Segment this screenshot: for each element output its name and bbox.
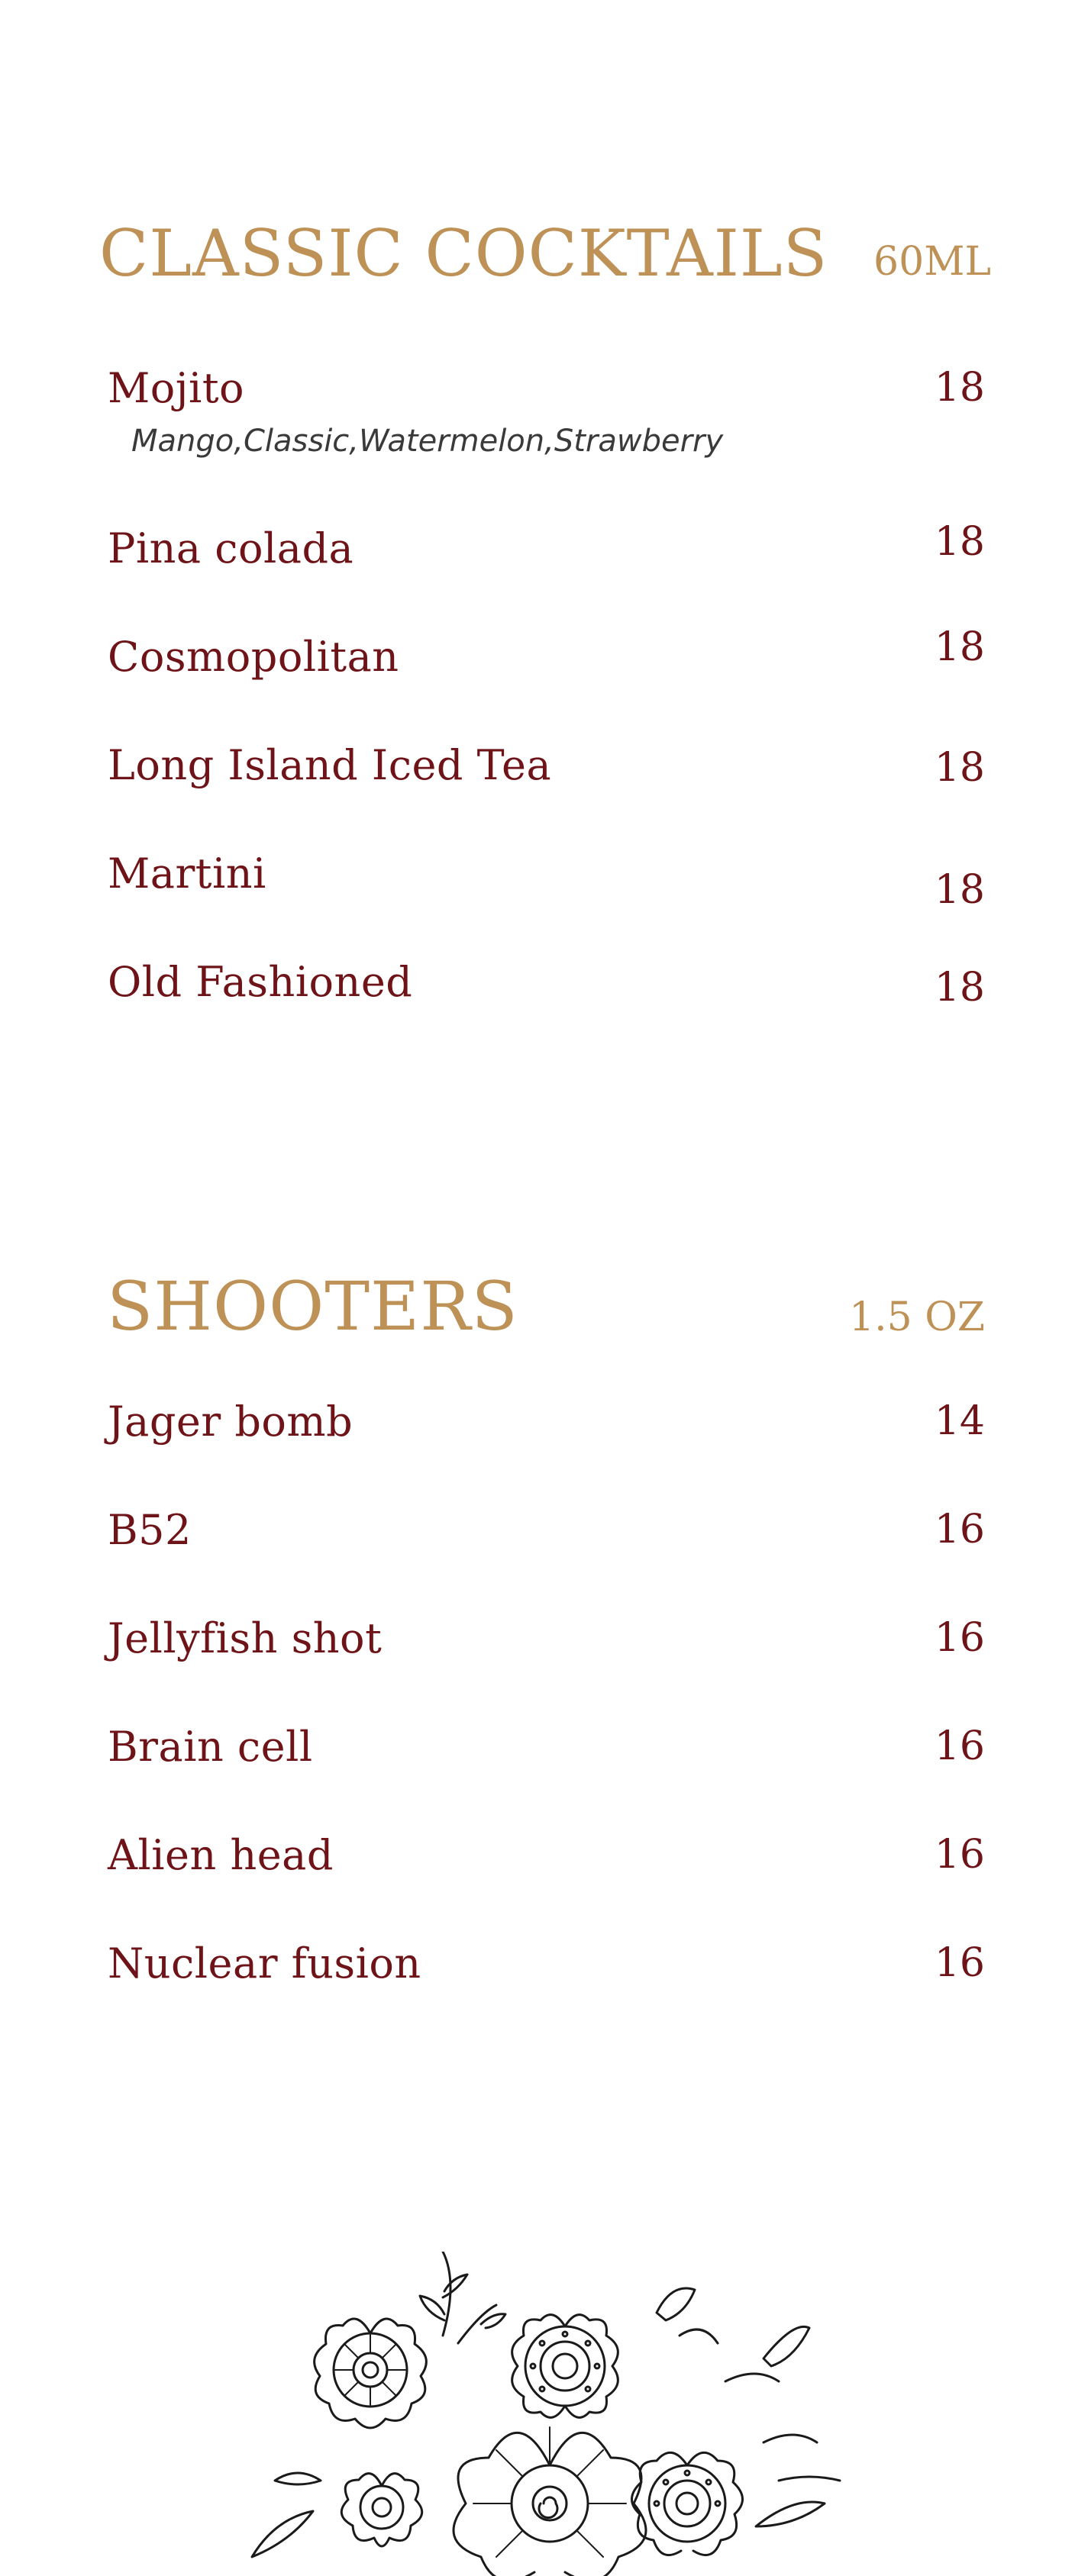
item-price: 18 <box>934 867 985 913</box>
item-name: Mojito <box>108 364 245 412</box>
item-price: 16 <box>934 1723 985 1769</box>
item-price: 18 <box>934 624 985 670</box>
item-name: Nuclear fusion <box>108 1939 421 1988</box>
item-price: 18 <box>934 365 985 411</box>
item-name: B52 <box>108 1506 192 1554</box>
flower-bottom-right <box>631 2452 742 2555</box>
flower-bottom-left <box>341 2474 421 2546</box>
flower-center-top <box>512 2315 618 2418</box>
cocktails-title: CLASSIC COCKTAILS <box>99 216 828 291</box>
item-price: 16 <box>934 1832 985 1878</box>
item-name: Martini <box>108 850 266 898</box>
flower-top-left <box>315 2319 427 2428</box>
item-name: Alien head <box>108 1831 334 1879</box>
shooters-title: SHOOTERS <box>107 1267 518 1346</box>
item-price: 18 <box>934 745 985 791</box>
item-description: Mango,Classic,Watermelon,Strawberry <box>131 424 724 459</box>
item-name: Brain cell <box>108 1723 313 1771</box>
floral-mandala-illustration-icon <box>229 2252 863 2576</box>
item-name: Long Island Iced Tea <box>108 741 552 789</box>
flower-main <box>454 2427 646 2576</box>
item-name: Jellyfish shot <box>108 1614 383 1662</box>
item-name: Cosmopolitan <box>108 633 399 681</box>
item-price: 16 <box>934 1507 985 1552</box>
item-name: Pina colada <box>108 524 354 572</box>
shooters-unit: 1.5 OZ <box>849 1294 985 1340</box>
item-price: 14 <box>934 1398 985 1444</box>
item-price: 18 <box>934 965 985 1011</box>
item-price: 18 <box>934 519 985 565</box>
item-name: Jager bomb <box>108 1398 354 1446</box>
item-price: 16 <box>934 1940 985 1986</box>
item-price: 16 <box>934 1615 985 1661</box>
cocktails-unit: 60ML <box>873 239 991 285</box>
item-name: Old Fashioned <box>108 958 413 1006</box>
